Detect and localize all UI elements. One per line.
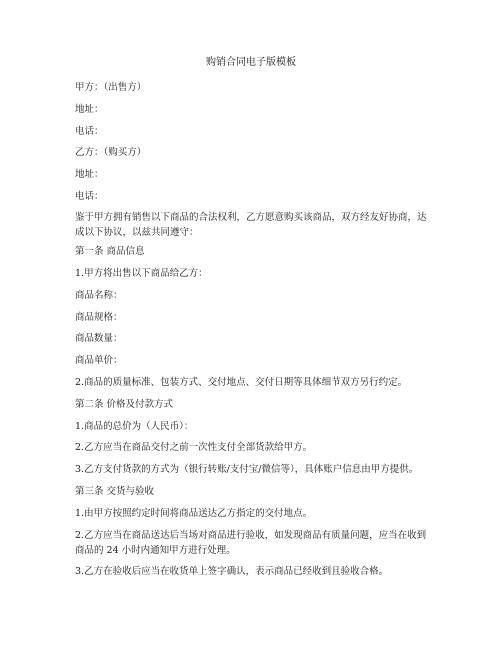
party-b-label: 乙方：（购买方） [75,147,147,158]
party-a-address: 地址： [75,104,104,115]
article3-item2: 2.乙方应当在商品送达后当场对商品进行验收，如发现商品有质量问题，应当在收到商品的 24 小时内通知甲方进行处理。 [75,530,427,556]
goods-quantity: 商品数量： [75,333,123,344]
goods-spec: 商品规格： [75,312,123,323]
party-b-phone: 电话： [75,191,104,202]
article2-item2: 2.乙方应当在商品交付之前一次性支付全部货款给甲方。 [75,442,313,453]
article1-item1: 1.甲方将出售以下商品给乙方： [75,268,208,279]
article3-item1: 1.由甲方按照约定时间将商品送达乙方指定的交付地点。 [75,508,313,519]
article1-item2: 2.商品的质量标准、包装方式、交付地点、交付日期等具体细节双方另行约定。 [75,377,408,388]
goods-name: 商品名称： [75,290,123,301]
article2-item1: 1.商品的总价为（人民币）： [75,421,194,432]
party-b-address: 地址： [75,169,104,180]
party-a-label: 甲方：（出售方） [75,82,147,93]
article1-heading: 第一条 商品信息 [75,246,145,257]
article3-heading: 第三条 交货与验收 [75,486,155,497]
article2-item3: 3.乙方支付货款的方式为（银行转账/支付宝/微信等），具体账户信息由甲方提供。 [75,464,419,475]
preamble-paragraph: 鉴于甲方拥有销售以下商品的合法权利，乙方愿意购买该商品，双方经友好协商，达成以下协议，以兹共同遵守： [75,212,427,238]
goods-price: 商品单价： [75,355,123,366]
article2-heading: 第二条 价格及付款方式 [75,399,174,410]
party-a-phone: 电话： [75,126,104,137]
article3-item3: 3.乙方在验收后应当在收货单上签字确认，表示商品已经收到且验收合格。 [75,566,389,577]
document-title: 购销合同电子版模板 [206,57,296,68]
